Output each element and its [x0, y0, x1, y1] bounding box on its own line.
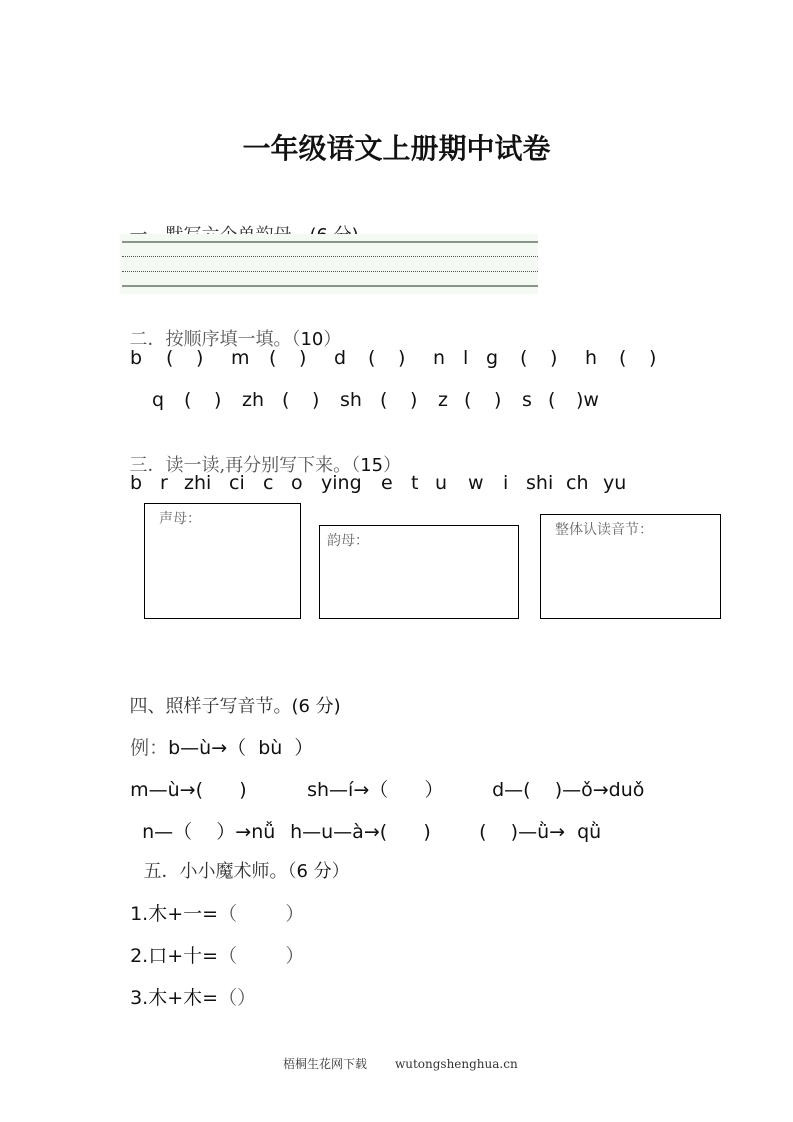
seq-blank-close[interactable]: ) [299, 347, 307, 369]
item-expression: 口+十= [148, 945, 219, 967]
section-3-heading [118, 430, 401, 477]
seq-item: s [522, 389, 532, 411]
shengmu-label: 声母： [159, 511, 201, 527]
footer-site-name: 梧桐生花网下载 [282, 1057, 367, 1071]
pinyin-letter: yu [603, 472, 627, 494]
seq-item: l [463, 347, 469, 369]
seq-blank-open[interactable]: ( [184, 389, 192, 411]
seq-blank-open[interactable]: ( [548, 389, 556, 411]
pinyin-letter: shi [526, 472, 554, 494]
example-text: b—ù→（ bù ） [168, 737, 314, 759]
zhengti-label: 整体认读音节： [555, 522, 653, 538]
pinyin-letter: u [435, 472, 448, 494]
seq-item: n [433, 347, 446, 369]
section-3-text: 三．读一读,再分别写下来。（ [129, 455, 361, 476]
pinyin-letter: b [130, 472, 143, 494]
seq-blank-close[interactable]: ) [196, 347, 204, 369]
pinyin-letter: ci [229, 472, 245, 494]
seq-blank-open[interactable]: ( [380, 389, 388, 411]
seq-blank-open[interactable]: ( [368, 347, 376, 369]
section-2-heading [118, 304, 341, 351]
section-5-score: 6 分 [296, 861, 332, 882]
magic-item-3 [118, 961, 256, 1010]
yunmu-label: 韵母： [327, 533, 369, 549]
page-title: 一年级语文上册期中试卷 [242, 132, 551, 165]
pinyin-letter: r [160, 472, 168, 494]
item-number: 2. [130, 945, 149, 967]
seq-blank-close[interactable]: ) [312, 389, 320, 411]
seq-item: g [486, 347, 499, 369]
seq-blank-close[interactable]: ) [410, 389, 418, 411]
pinyin-letter: c [263, 472, 274, 494]
answer-blank[interactable]: （ ） [218, 903, 305, 925]
syllable-exercise[interactable]: sh—í→（ ） [307, 779, 444, 801]
seq-item: z [438, 389, 448, 411]
seq-blank-open[interactable]: ( [520, 347, 528, 369]
shengmu-answer-box[interactable] [144, 503, 301, 619]
seq-item: d [334, 347, 347, 369]
pinyin-letter: w [468, 472, 484, 494]
grid-line-bottom [122, 285, 538, 287]
section-5-close: ） [331, 861, 350, 882]
four-line-writing-grid[interactable] [120, 234, 538, 294]
item-number: 3. [130, 987, 149, 1009]
section-5-text: 五．小小魔术师。（ [143, 861, 297, 882]
sequence-row-2 [152, 389, 616, 411]
answer-blank[interactable]: （） [218, 987, 257, 1009]
item-expression: 木+一= [148, 903, 219, 925]
seq-blank-close[interactable]: )w [576, 389, 599, 411]
seq-item: zh [242, 389, 265, 411]
seq-blank-open[interactable]: ( [464, 389, 472, 411]
section-5-heading [132, 836, 350, 883]
section-3-close: ） [383, 455, 402, 476]
grid-line-upper-mid [122, 256, 538, 257]
seq-blank-open[interactable]: ( [282, 389, 290, 411]
syllable-exercise[interactable]: ( )—ǜ→ qǜ [479, 821, 602, 843]
pinyin-letter: o [291, 472, 303, 494]
seq-blank-open[interactable]: ( [166, 347, 174, 369]
section-2-score: 10 [300, 329, 324, 350]
item-expression: 木+木= [148, 987, 219, 1009]
pinyin-letter: t [411, 472, 419, 494]
zhengti-answer-box[interactable] [540, 514, 721, 619]
syllable-exercise[interactable]: h—u—à→( ) [290, 821, 431, 843]
grid-line-top [122, 241, 538, 243]
pinyin-letter: ch [566, 472, 589, 494]
seq-item: sh [340, 389, 362, 411]
seq-item: q [152, 389, 165, 411]
footer-url[interactable]: wutongshenghua.cn [394, 1057, 518, 1071]
seq-blank-open[interactable]: ( [619, 347, 627, 369]
section-2-close: ） [323, 329, 342, 350]
seq-blank-close[interactable]: ) [214, 389, 222, 411]
seq-item: m [231, 347, 250, 369]
answer-blank[interactable]: （ ） [218, 945, 305, 967]
seq-blank-close[interactable]: ) [494, 389, 502, 411]
item-number: 1. [130, 903, 149, 925]
sequence-row-1 [130, 347, 669, 369]
section-4-text: 四、照样子写音节。 [129, 696, 292, 717]
seq-blank-close[interactable]: ) [649, 347, 657, 369]
syllable-exercise[interactable]: d—( )—ǒ→duǒ [492, 779, 645, 801]
pinyin-letter: i [503, 472, 509, 494]
pinyin-letter: e [381, 472, 393, 494]
page-footer [0, 1041, 793, 1072]
syllable-exercise[interactable]: n—（ ）→nǚ [142, 821, 276, 843]
grid-line-lower-mid [122, 271, 538, 272]
section-4-score: (6 分) [291, 696, 341, 717]
pinyin-letters-row [130, 472, 633, 494]
seq-item: h [585, 347, 598, 369]
section-3-score: 15 [360, 455, 384, 476]
seq-blank-open[interactable]: ( [269, 347, 277, 369]
syllable-exercise[interactable]: m—ù→( ) [130, 779, 247, 801]
pinyin-letter: zhi [184, 472, 212, 494]
seq-blank-close[interactable]: ) [398, 347, 406, 369]
example-label: 例： [130, 737, 169, 759]
seq-item: b [130, 347, 143, 369]
seq-blank-close[interactable]: ) [550, 347, 558, 369]
yunmu-answer-box[interactable] [319, 525, 519, 619]
pinyin-letter: ying [321, 472, 362, 494]
section-2-text: 二．按顺序填一填。（ [129, 329, 301, 350]
